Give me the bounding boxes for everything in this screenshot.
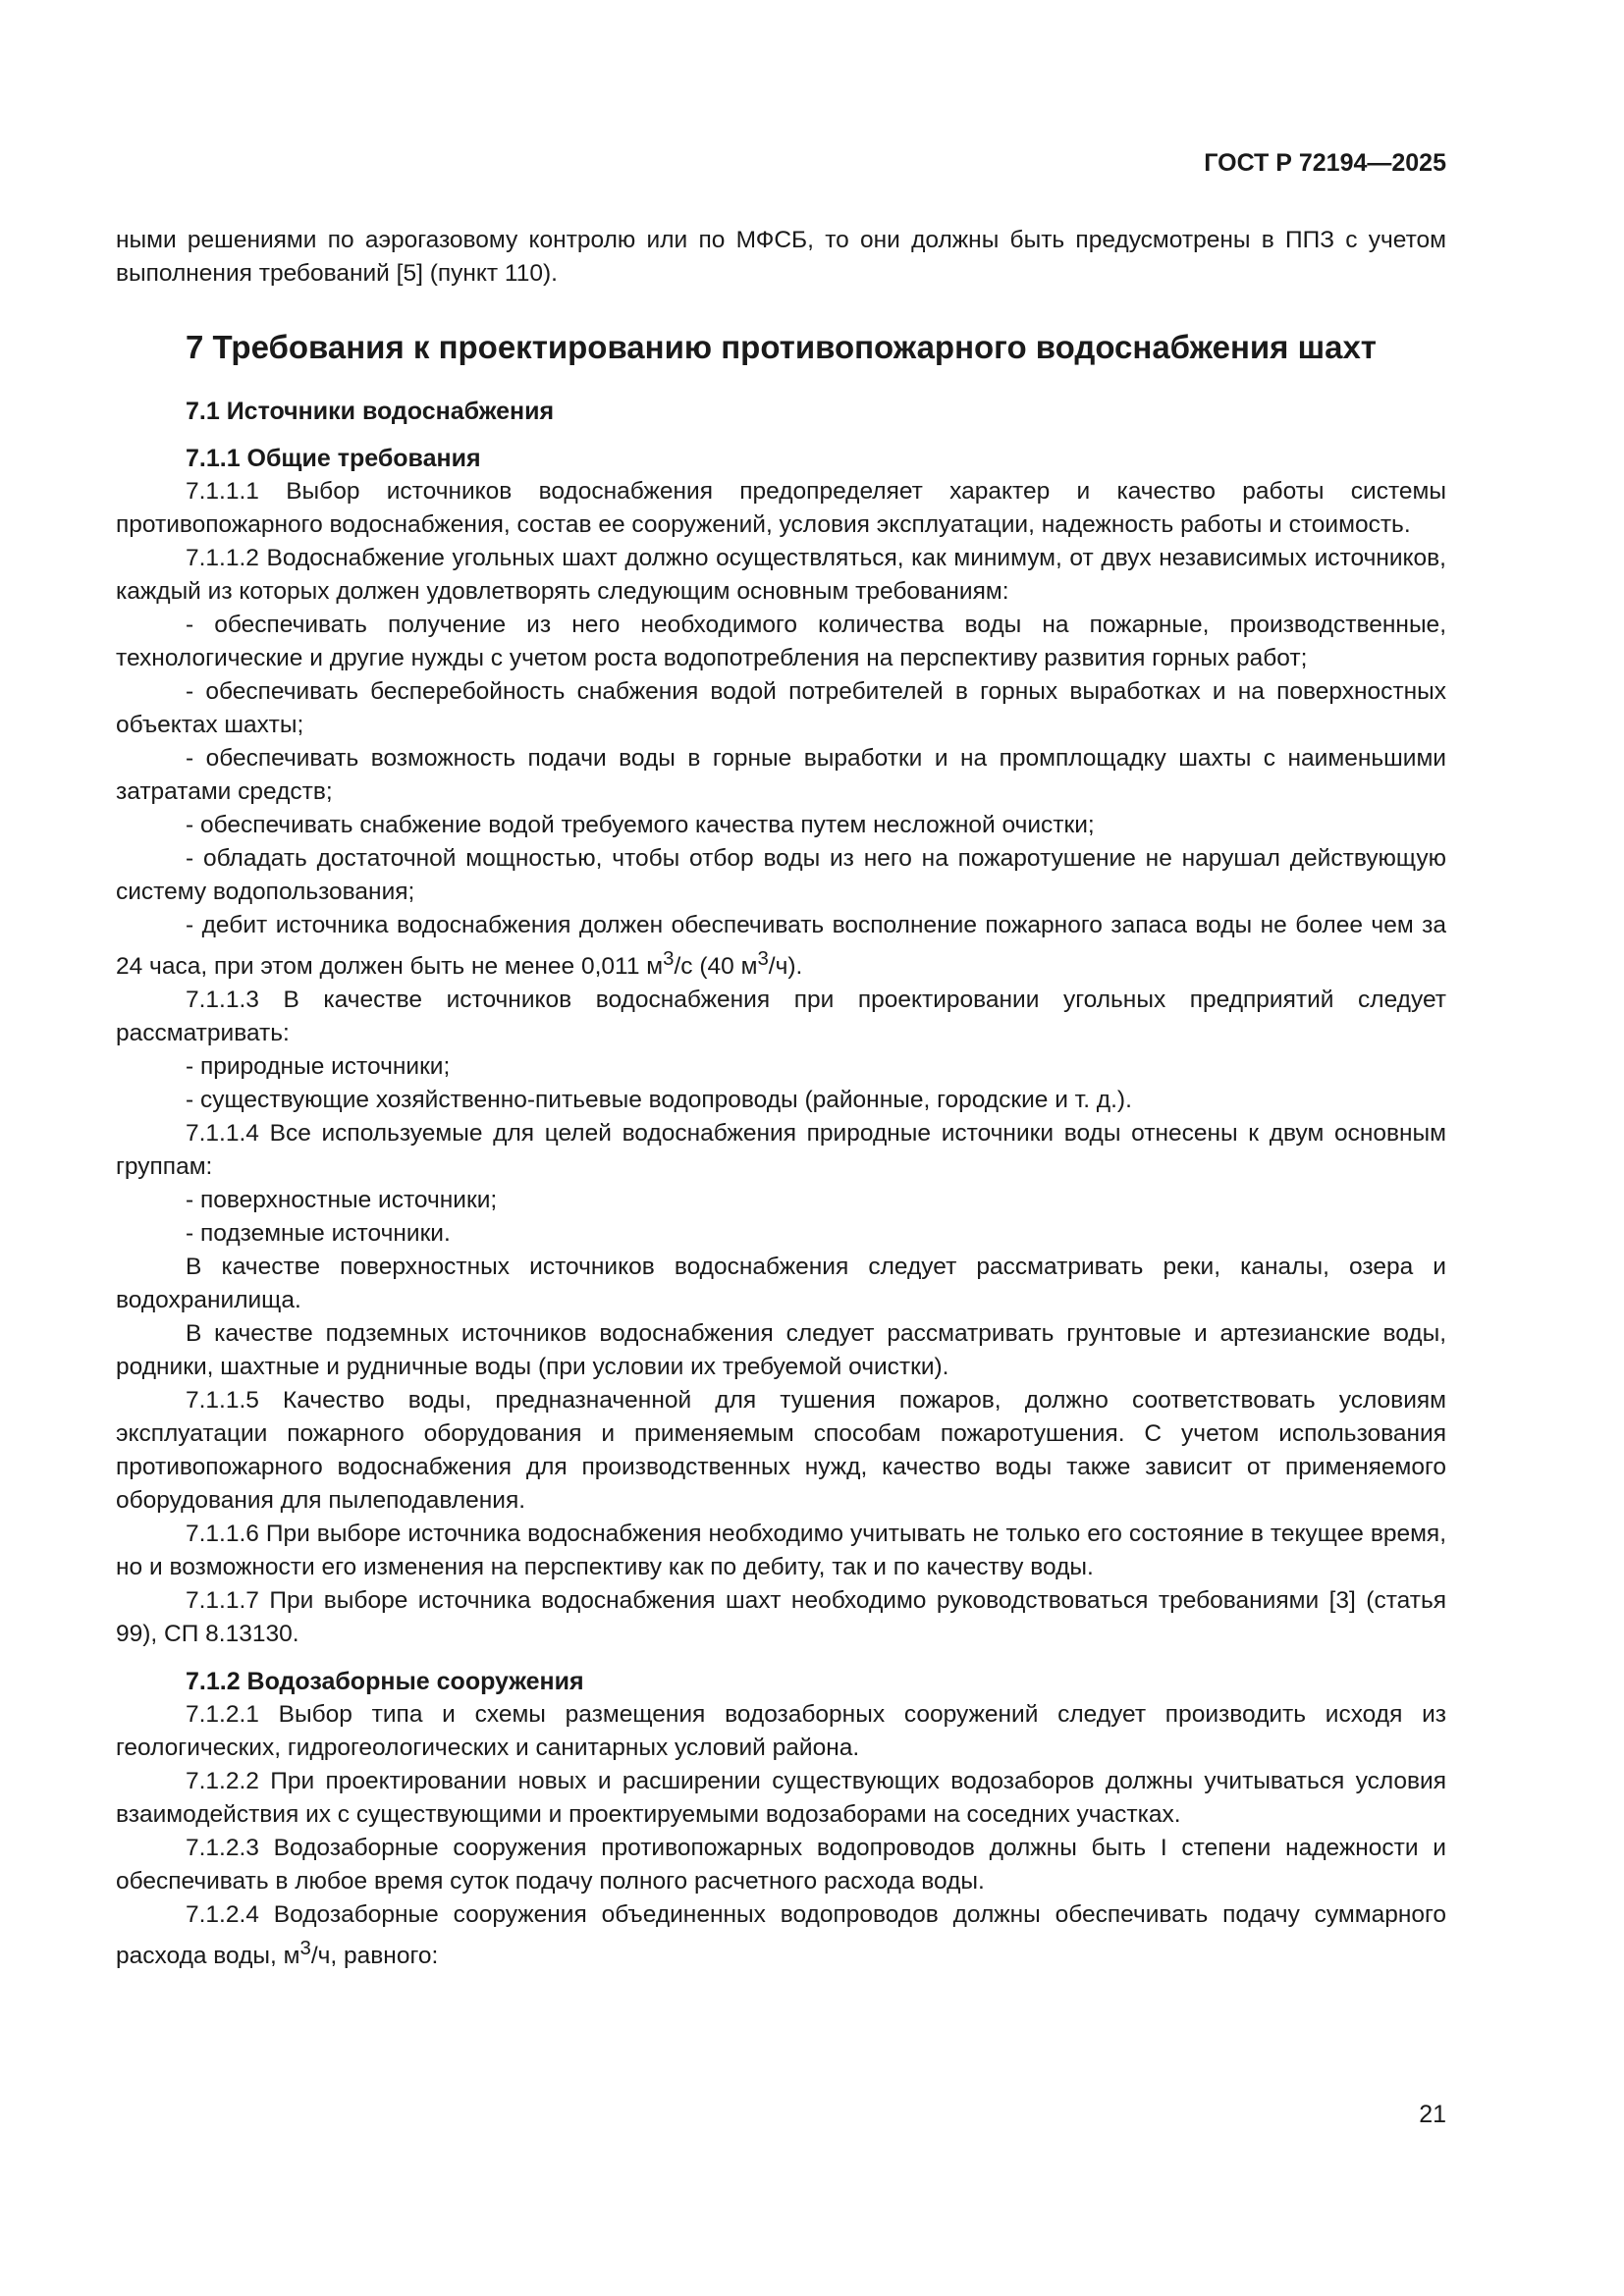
paragraph-7-1-2-3: 7.1.2.3 Водозаборные сооружения противопожарных водопроводов должны быть I степени надежности и обеспечивать в любое время суток подачу полного расчетного расхода воды.: [116, 1835, 1446, 1896]
paragraph-7-1-1-6: 7.1.1.6 При выборе источника водоснабжения необходимо учитывать не только его состояние в текущее время, но и возможности его изменения на перспективу как по дебиту, так и по качеству воды.: [116, 1521, 1446, 1581]
section-7-1-heading: 7.1 Источники водоснабжения: [186, 398, 555, 425]
document-code: ГОСТ Р 72194—2025: [1204, 149, 1446, 177]
page-content: [116, 224, 1446, 1973]
list-item: - подземные источники.: [186, 1220, 451, 1248]
list-item: - существующие хозяйственно-питьевые водопроводы (районные, городские и т. д.).: [186, 1087, 1132, 1114]
paragraph-7-1-2-2: 7.1.2.2 При проектировании новых и расширении существующих водозаборов должны учитываться условия взаимодействия их с существующими и проектируемыми водозаборами на соседних участках.: [116, 1768, 1446, 1829]
list-item: - обеспечивать возможность подачи воды в горные выработки и на промплощадку шахты с наименьшими затратами средств;: [116, 745, 1446, 805]
paragraph-7-1-2-4: 7.1.2.4 Водозаборные сооружения объединенных водопроводов должны обеспечивать подачу суммарного расхода воды, $м^3/ч$, равного:: [116, 1901, 1446, 1970]
paragraph-7-1-1-5: 7.1.1.5 Качество воды, предназначенной для тушения пожаров, должно соответствовать условиям эксплуатации пожарного оборудования и применяемым способам пожаротушения. С учетом использования противопожарного водоснабжения для производственных нужд, качество воды также зависит от применяемого оборудования для пылеподавления.: [116, 1387, 1446, 1515]
paragraph-surface-sources: В качестве поверхностных источников водоснабжения следует рассматривать реки, каналы, озера и водохранилища.: [116, 1254, 1446, 1314]
list-item-debit: - дебит источника водоснабжения должен обеспечивать восполнение пожарного запаса воды не более чем за 24 часа, при этом должен быть не менее 0,011 $м^3/с$ (40 $м^3/ч$).: [116, 912, 1446, 981]
paragraph-7-1-1-4: 7.1.1.4 Все используемые для целей водоснабжения природные источники воды отнесены к двум основным группам:: [116, 1120, 1446, 1181]
section-7-heading: 7 Требования к проектированию противопожарного водоснабжения шахт: [186, 329, 1377, 365]
paragraph-7-1-1-7: 7.1.1.7 При выборе источника водоснабжения шахт необходимо руководствоваться требованиями [3] (статья 99), СП 8.13130.: [116, 1587, 1446, 1648]
paragraph-7-1-1-2: 7.1.1.2 Водоснабжение угольных шахт должно осуществляться, как минимум, от двух независимых источников, каждый из которых должен удовлетворять следующим основным требованиям:: [116, 545, 1446, 605]
list-item: - обеспечивать снабжение водой требуемого качества путем несложной очистки;: [186, 812, 1095, 838]
page-number: 21: [1419, 2101, 1446, 2128]
section-7-1-1-heading: 7.1.1 Общие требования: [186, 445, 481, 472]
paragraph-7-1-2-1: 7.1.2.1 Выбор типа и схемы размещения водозаборных сооружений следует производить исходя из геологических, гидрогеологических и санитарных условий района.: [116, 1701, 1446, 1762]
list-item: - поверхностные источники;: [186, 1187, 498, 1214]
list-item: - обеспечивать получение из него необходимого количества воды на пожарные, производственные, технологические и другие нужды с учетом роста водопотребления на перспективу развития горных работ;: [116, 612, 1446, 671]
list-item: - природные источники;: [186, 1053, 451, 1081]
section-7-1-2-heading: 7.1.2 Водозаборные сооружения: [186, 1668, 584, 1696]
list-item: - обладать достаточной мощностью, чтобы отбор воды из него на пожаротушение не нарушал действующую систему водопользования;: [116, 845, 1446, 905]
paragraph-7-1-1-1: 7.1.1.1 Выбор источников водоснабжения предопределяет характер и качество работы системы противопожарного водоснабжения, состав ее сооружений, условия эксплуатации, надежность работы и стоимость.: [116, 478, 1446, 538]
paragraph-underground-sources: В качестве подземных источников водоснабжения следует рассматривать грунтовые и артезианские воды, родники, шахтные и рудничные воды (при условии их требуемой очистки).: [116, 1320, 1446, 1381]
list-item: - обеспечивать бесперебойность снабжения водой потребителей в горных выработках и на поверхностных объектах шахты;: [116, 678, 1446, 738]
continuation-paragraph: ными решениями по аэрогазовому контролю или по МФСБ, то они должны быть предусмотрены в ППЗ с учетом выполнения требований [5] (пункт 110).: [116, 227, 1446, 287]
paragraph-7-1-1-3: 7.1.1.3 В качестве источников водоснабжения при проектировании угольных предприятий следует рассматривать:: [116, 987, 1446, 1047]
